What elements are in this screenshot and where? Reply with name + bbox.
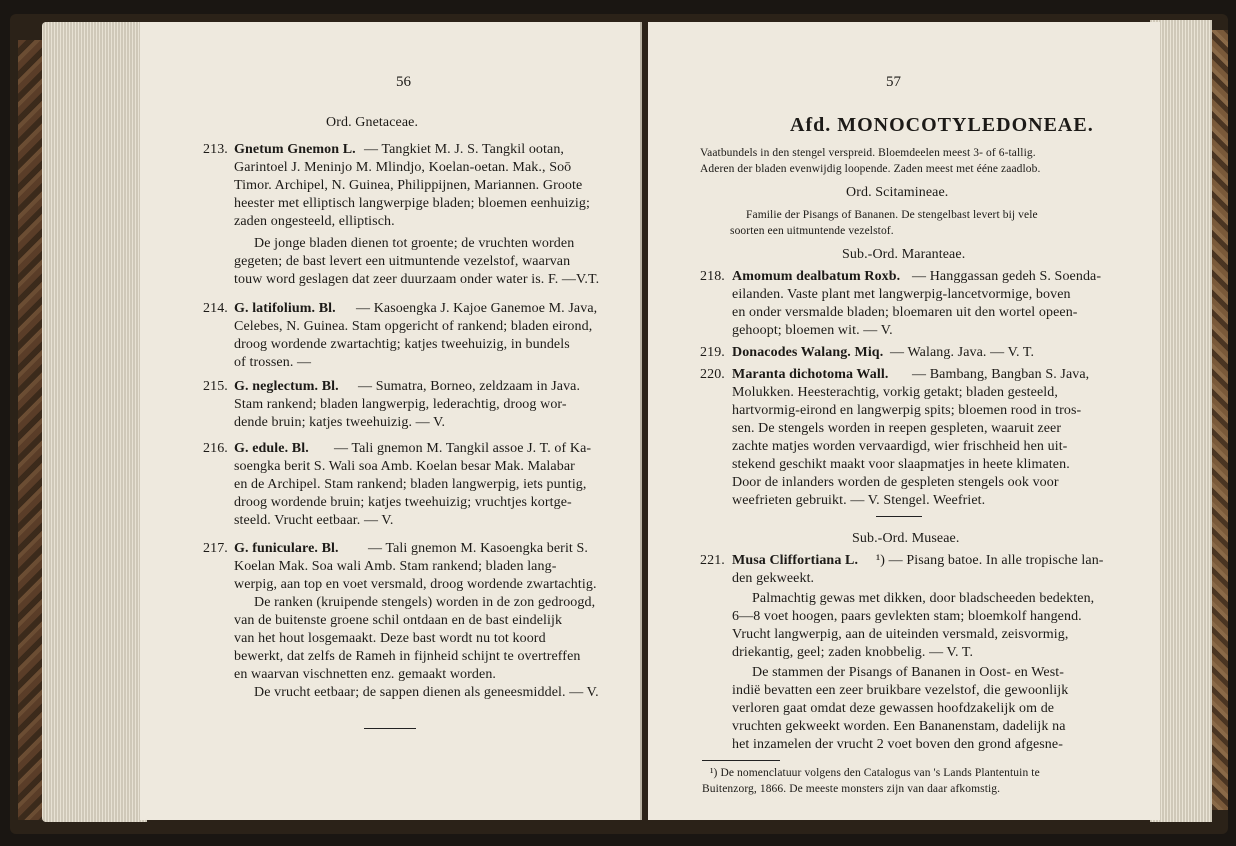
page-edges-left bbox=[42, 22, 147, 822]
left-page-number: 56 bbox=[396, 74, 411, 90]
entry-221-line: verloren gaat omdat deze gewassen hoofdzakelijk om de bbox=[732, 701, 1055, 716]
entry-213-line: Timor. Archipel, N. Guinea, Philippijnen, Mariannen. Groote bbox=[234, 178, 583, 193]
entry-215-number: 215. bbox=[203, 379, 228, 394]
suborder-heading: Sub.-Ord. Museae. bbox=[852, 531, 960, 546]
entry-220-line: sen. De stengels worden in reepen gespleten, waaruit zeer bbox=[732, 421, 1062, 436]
entry-214-name: G. latifolium. Bl. bbox=[234, 301, 336, 316]
entry-217-number: 217. bbox=[203, 541, 228, 556]
entry-220-line: weefrieten gebruikt. — V. Stengel. Weefriet. bbox=[732, 493, 986, 508]
entry-221-line: Palmachtig gewas met dikken, door bladscheeden bedekten, bbox=[752, 591, 1095, 606]
entry-218-line: — Hanggassan gedeh S. Soenda- bbox=[912, 269, 1102, 284]
entry-221-number: 221. bbox=[700, 553, 725, 568]
division-desc-line: Vaatbundels in den stengel verspreid. Bloemdeelen meest 3- of 6-tallig. bbox=[700, 147, 1036, 159]
entry-216-line: en de Archipel. Stam rankend; bladen langwerpig, iets puntig, bbox=[234, 477, 587, 492]
entry-221-line: den gekweekt. bbox=[732, 571, 815, 586]
entry-220-line: zachte matjes worden vervaardigd, wier frischheid hen uit- bbox=[732, 439, 1068, 454]
entry-213-line: touw word geslagen dat zeer duurzaam onder water is. F. —V.T. bbox=[234, 272, 600, 287]
section-divider bbox=[876, 516, 922, 517]
division-title: Afd. MONOCOTYLEDONEAE. bbox=[790, 114, 1094, 136]
entry-221-line: De stammen der Pisangs of Bananen in Oost- en West- bbox=[752, 665, 1065, 680]
division-desc-line: Aderen der bladen evenwijdig loopende. Zaden meest met ééne zaadlob. bbox=[700, 163, 1041, 175]
entry-221-line: het inzamelen der vrucht 2 voet boven den grond afgesne- bbox=[732, 737, 1063, 752]
entry-214-number: 214. bbox=[203, 301, 228, 316]
entry-213-line: gegeten; de bast levert een uitmuntende vezelstof, waarvan bbox=[234, 254, 571, 269]
entry-215-line: Stam rankend; bladen langwerpig, lederachtig, droog wor- bbox=[234, 397, 567, 412]
entry-215-line: dende bruin; katjes tweehuizig. — V. bbox=[234, 415, 446, 430]
entry-217-line: en waarvan vischnetten enz. gemaakt worden. bbox=[234, 667, 497, 682]
entry-216-line: steeld. Vrucht eetbaar. — V. bbox=[234, 513, 394, 528]
right-order-heading: Ord. Scitamineae. bbox=[846, 185, 949, 200]
entry-221-line: ¹) — Pisang batoe. In alle tropische lan- bbox=[876, 553, 1104, 568]
entry-217-line: De vrucht eetbaar; de sappen dienen als geneesmiddel. — V. bbox=[254, 685, 599, 700]
entry-221-line: indië bevatten een zeer bruikbare vezelstof, die gewoonlijk bbox=[732, 683, 1069, 698]
footnote-rule bbox=[702, 760, 780, 761]
entry-220-line: stekend geschikt maakt voor slaapmatjes in heete klimaten. bbox=[732, 457, 1070, 472]
entry-220-number: 220. bbox=[700, 367, 725, 382]
entry-214-line: droog wordende zwartachtig; katjes tweehuizig, in bundels bbox=[234, 337, 570, 352]
right-page-number: 57 bbox=[886, 74, 901, 90]
entry-216-line: soengka berit S. Wali soa Amb. Koelan besar Mak. Malabar bbox=[234, 459, 575, 474]
entry-214-line: Celebes, N. Guinea. Stam opgericht of rankend; bladen eirond, bbox=[234, 319, 593, 334]
entry-221-line: Vrucht langwerpig, aan de uiteinden versmald, zeisvormig, bbox=[732, 627, 1069, 642]
entry-217-line: — Tali gnemon M. Kasoengka berit S. bbox=[368, 541, 589, 556]
entry-221-line: vruchten gekweekt worden. Een Bananenstam, dadelijk na bbox=[732, 719, 1066, 734]
entry-217-line: van het hout losgemaakt. Deze bast wordt nu tot koord bbox=[234, 631, 546, 646]
section-divider bbox=[364, 728, 416, 729]
entry-213-line: De jonge bladen dienen tot groente; de vruchten worden bbox=[254, 236, 575, 251]
entry-216-line: droog wordende bruin; katjes tweehuizig; vruchtjes kortge- bbox=[234, 495, 572, 510]
family-desc-line: soorten een uitmuntende vezelstof. bbox=[730, 225, 894, 237]
entry-218-name: Amomum dealbatum Roxb. bbox=[732, 269, 901, 284]
entry-217-line: De ranken (kruipende stengels) worden in de zon gedroogd, bbox=[254, 595, 596, 610]
entry-217-line: werpig, aan top en voet versmald, droog wordende zwartachtig. bbox=[234, 577, 597, 592]
entry-214-line: of trossen. — bbox=[234, 355, 312, 370]
entry-220-line: Door de inlanders worden de gespleten stengels ook voor bbox=[732, 475, 1059, 490]
right-page bbox=[648, 22, 1160, 820]
entry-220-name: Maranta dichotoma Wall. bbox=[732, 367, 889, 382]
entry-217-line: bewerkt, dat zelfs de Rameh in fijnheid schijnt te overtreffen bbox=[234, 649, 581, 664]
entry-215-name: G. neglectum. Bl. bbox=[234, 379, 339, 394]
entry-218-line: en onder versmalde bladen; bloemaren uit den wortel opeen- bbox=[732, 305, 1078, 320]
entry-213-line: — Tangkiet M. J. S. Tangkil ootan, bbox=[364, 142, 565, 157]
entry-213-line: heester met elliptisch langwerpige bladen; bloemen eenhuizig; bbox=[234, 196, 590, 211]
footnote-line: Buitenzorg, 1866. De meeste monsters zijn van daar afkomstig. bbox=[702, 783, 1001, 795]
entry-218-number: 218. bbox=[700, 269, 725, 284]
entry-216-name: G. edule. Bl. bbox=[234, 441, 309, 456]
left-order-heading: Ord. Gnetaceae. bbox=[326, 115, 419, 130]
entry-219-line: — Walang. Java. — V. T. bbox=[890, 345, 1035, 360]
entry-213-line: Garintoel J. Meninjo M. Mlindjo, Koelan-oetan. Mak., Soō bbox=[234, 160, 572, 175]
entry-221-line: 6—8 voet hoogen, paars gevlekten stam; bloemkolf hangend. bbox=[732, 609, 1082, 624]
entry-214-line: — Kasoengka J. Kajoe Ganemoe M. Java, bbox=[356, 301, 598, 316]
entry-218-line: eilanden. Vaste plant met langwerpig-lancetvormige, boven bbox=[732, 287, 1071, 302]
entry-218-line: gehoopt; bloemen wit. — V. bbox=[732, 323, 893, 338]
suborder-heading: Sub.-Ord. Maranteae. bbox=[842, 247, 966, 262]
entry-220-line: hartvormig-eirond en langwerpig spits; bloemen rood in tros- bbox=[732, 403, 1082, 418]
entry-216-number: 216. bbox=[203, 441, 228, 456]
entry-213-name: Gnetum Gnemon L. bbox=[234, 142, 356, 157]
entry-220-line: Molukken. Heesterachtig, vorkig getakt; bladen gesteeld, bbox=[732, 385, 1058, 400]
entry-217-line: Koelan Mak. Soa wali Amb. Stam rankend; bladen lang- bbox=[234, 559, 557, 574]
entry-220-line: — Bambang, Bangban S. Java, bbox=[912, 367, 1090, 382]
entry-219-name: Donacodes Walang. Miq. bbox=[732, 345, 884, 360]
entry-221-name: Musa Cliffortiana L. bbox=[732, 553, 859, 568]
family-desc-line: Familie der Pisangs of Bananen. De stengelbast levert bij vele bbox=[746, 209, 1038, 221]
entry-219-number: 219. bbox=[700, 345, 725, 360]
entry-217-line: van de buitenste groene schil ontdaan en de bast eindelijk bbox=[234, 613, 563, 628]
left-page bbox=[140, 22, 642, 820]
entry-216-line: — Tali gnemon M. Tangkil assoe J. T. of Ka- bbox=[334, 441, 592, 456]
entry-213-line: zaden ongesteeld, elliptisch. bbox=[234, 214, 395, 229]
entry-221-line: driekantig, geel; zaden knobbelig. — V. T. bbox=[732, 645, 974, 660]
entry-217-name: G. funiculare. Bl. bbox=[234, 541, 339, 556]
entry-213-number: 213. bbox=[203, 142, 228, 157]
entry-215-line: — Sumatra, Borneo, zeldzaam in Java. bbox=[358, 379, 581, 394]
footnote-line: ¹) De nomenclatuur volgens den Catalogus van 's Lands Plantentuin te bbox=[710, 767, 1040, 779]
